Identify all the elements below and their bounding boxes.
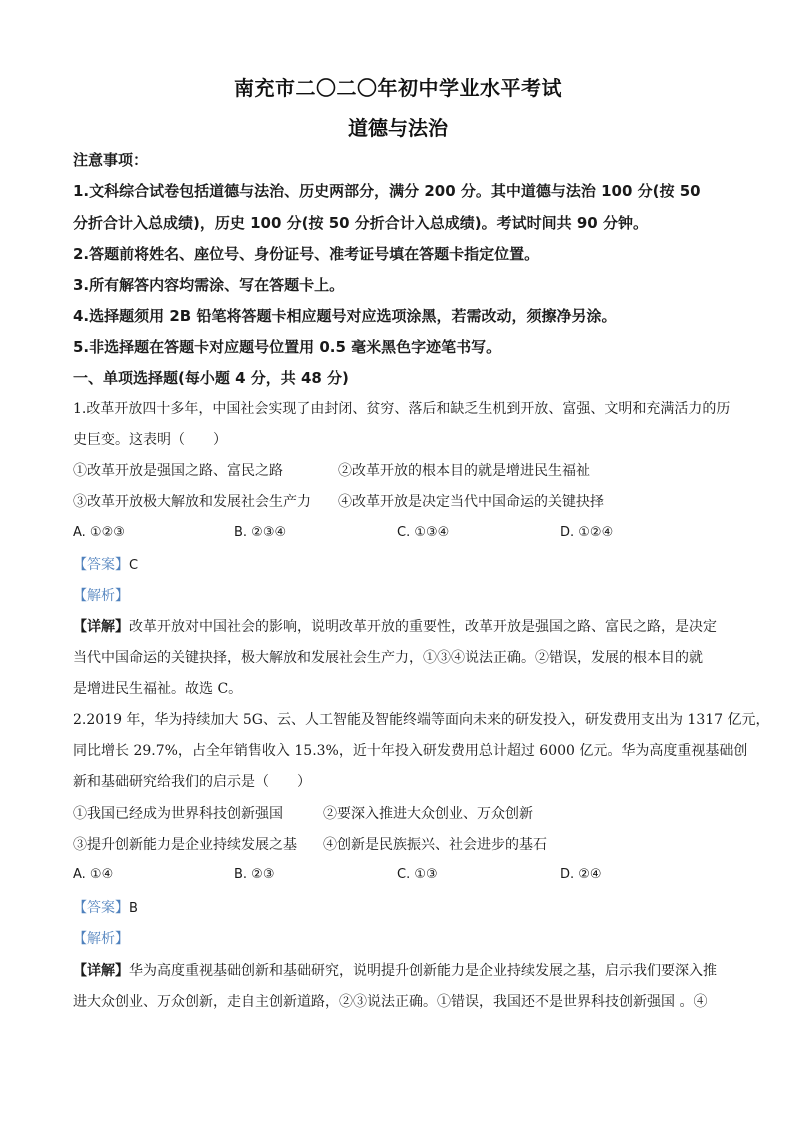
q1-option-b: B. ②③④ bbox=[234, 525, 287, 540]
notice-item-5: 5.非选择题在答题卡对应题号位置用 0.5 毫米黑色字迹笔书写。 bbox=[73, 338, 502, 356]
answer-value: C bbox=[129, 558, 139, 573]
q2-option-d: D. ②④ bbox=[560, 867, 602, 882]
q2-detail-line-2: 进大众创业、万众创新，走自主创新道路，②③说法正确。①错误，我国还不是世界科技创新强国 。④ bbox=[73, 994, 708, 1010]
q2-stem-line-2: 同比增长 29.7%，占全年销售收入 15.3%，近十年投入研发费用总计超过 6000 亿元。华为高度重视基础创 bbox=[73, 743, 748, 759]
notice-item-1a: 1.文科综合试卷包括道德与法治、历史两部分，满分 200 分。其中道德与法治 100 分(按 50 bbox=[73, 182, 701, 200]
q2-statement-3: ③提升创新能力是企业持续发展之基 bbox=[73, 837, 297, 853]
q2-option-a: A. ①④ bbox=[73, 867, 114, 882]
q2-stem-line-1: 2.2019 年，华为持续加大 5G、云、人工智能及智能终端等面向未来的研发投入，研发费用支出为 1317 亿元， bbox=[73, 712, 770, 728]
q1-stem-line-1: 1.改革开放四十多年，中国社会实现了由封闭、贫穷、落后和缺乏生机到开放、富强、文明和充满活力的历 bbox=[73, 401, 731, 417]
q2-statement-4: ④创新是民族振兴、社会进步的基石 bbox=[323, 837, 547, 853]
notice-item-2: 2.答题前将姓名、座位号、身份证号、准考证号填在答题卡指定位置。 bbox=[73, 245, 540, 263]
q1-detail-line-2: 当代中国命运的关键抉择，极大解放和发展社会生产力，①③④说法正确。②错误，发展的根本目的就 bbox=[73, 650, 703, 666]
exam-subject: 道德与法治 bbox=[348, 116, 448, 140]
detail-text: 华为高度重视基础创新和基础研究，说明提升创新能力是企业持续发展之基，启示我们要深入推 bbox=[129, 963, 717, 979]
answer-label: 【答案】 bbox=[73, 900, 129, 916]
q1-analysis-label: 【解析】 bbox=[73, 588, 129, 604]
q1-answer bbox=[73, 555, 138, 576]
notice-item-4: 4.选择题须用 2B 铅笔将答题卡相应题号对应选项涂黑，若需改动，须擦净另涂。 bbox=[73, 307, 617, 325]
q1-detail-line-3: 是增进民生福祉。故选 C。 bbox=[73, 681, 243, 697]
answer-value: B bbox=[129, 901, 138, 916]
detail-text: 改革开放对中国社会的影响，说明改革开放的重要性，改革开放是强国之路、富民之路，是决定 bbox=[129, 619, 717, 635]
q2-answer bbox=[73, 898, 138, 919]
q2-detail-line-1 bbox=[73, 961, 717, 981]
q1-stem-line-2: 史巨变。这表明（ ） bbox=[73, 432, 227, 448]
q1-statement-1: ①改革开放是强国之路、富民之路 bbox=[73, 463, 283, 479]
q2-statement-1: ①我国已经成为世界科技创新强国 bbox=[73, 806, 283, 822]
q2-analysis-label: 【解析】 bbox=[73, 931, 129, 947]
q2-statement-2: ②要深入推进大众创业、万众创新 bbox=[323, 806, 533, 822]
q1-statement-2: ②改革开放的根本目的就是增进民生福祉 bbox=[338, 463, 590, 479]
notice-item-1b: 分折合计入总成绩)，历史 100 分(按 50 分折合计入总成绩)。考试时间共 90 分钟。 bbox=[73, 214, 648, 232]
q2-stem-line-3: 新和基础研究给我们的启示是（ ） bbox=[73, 774, 311, 790]
q1-detail-line-1 bbox=[73, 617, 717, 637]
detail-label: 【详解】 bbox=[73, 963, 129, 979]
notice-item-3: 3.所有解答内容均需涂、写在答题卡上。 bbox=[73, 276, 345, 294]
q1-option-c: C. ①③④ bbox=[397, 525, 450, 540]
q2-option-b: B. ②③ bbox=[234, 867, 275, 882]
notice-heading: 注意事项： bbox=[73, 151, 149, 169]
exam-title: 南充市二〇二〇年初中学业水平考试 bbox=[234, 76, 562, 100]
q1-option-a: A. ①②③ bbox=[73, 525, 125, 540]
section-heading: 一、单项选择题(每小题 4 分，共 48 分) bbox=[73, 369, 349, 387]
q1-statement-3: ③改革开放极大解放和发展社会生产力 bbox=[73, 494, 311, 510]
q1-option-d: D. ①②④ bbox=[560, 525, 614, 540]
answer-label: 【答案】 bbox=[73, 557, 129, 573]
q1-statement-4: ④改革开放是决定当代中国命运的关键抉择 bbox=[338, 494, 604, 510]
detail-label: 【详解】 bbox=[73, 619, 129, 635]
q2-option-c: C. ①③ bbox=[397, 867, 438, 882]
